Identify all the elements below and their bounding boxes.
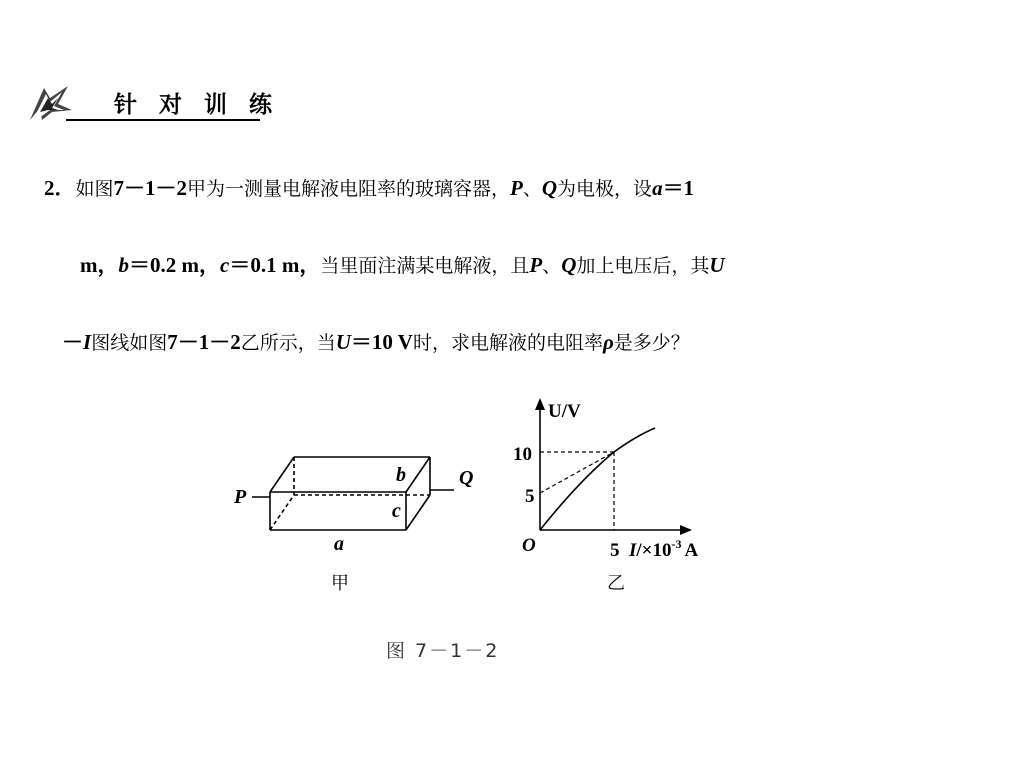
dash: － bbox=[62, 330, 83, 354]
section-title: 针 对 训 练 bbox=[114, 92, 280, 118]
label-c: c bbox=[392, 500, 401, 522]
q-text: 时，求电解液的电阻率 bbox=[412, 332, 603, 354]
ytick-10: 10 bbox=[513, 444, 532, 465]
var-Q: Q bbox=[541, 176, 558, 200]
var-I: I bbox=[83, 330, 92, 354]
var-P: P bbox=[510, 176, 523, 200]
y-axis-label: U/V bbox=[548, 401, 581, 422]
ui-curve bbox=[540, 428, 655, 530]
q-text: 当里面注满某电解液，且 bbox=[320, 255, 530, 277]
figure-ref: 7－1－2 bbox=[167, 330, 241, 354]
q-text: 为电极，设 bbox=[557, 178, 653, 200]
label-b: b bbox=[396, 464, 406, 486]
q-text: 如图 bbox=[75, 178, 114, 200]
xtick-5: 5 bbox=[610, 540, 620, 561]
box-hidden-edge bbox=[270, 495, 294, 530]
value-U: ＝10 V bbox=[350, 330, 413, 354]
value-a: ＝1 bbox=[662, 176, 695, 200]
value-c: ＝0.1 m， bbox=[229, 253, 321, 277]
q-text: 、 bbox=[522, 178, 542, 200]
var-b: b bbox=[118, 253, 129, 277]
var-c: c bbox=[220, 253, 230, 277]
label-Q: Q bbox=[459, 467, 474, 489]
container-diagram bbox=[252, 457, 454, 530]
q-text: 加上电压后，其 bbox=[576, 255, 710, 277]
q-text: 是多少？ bbox=[613, 332, 690, 354]
var-Q: Q bbox=[561, 253, 577, 277]
caption-yi: 乙 bbox=[607, 573, 625, 594]
box-edge-br bbox=[406, 495, 430, 530]
unit-m: m， bbox=[80, 253, 119, 277]
caption-jia: 甲 bbox=[331, 573, 349, 594]
q-text: 乙所示，当 bbox=[240, 332, 336, 354]
var-U: U bbox=[709, 253, 725, 277]
figure-ref: 7－1－2 bbox=[113, 176, 188, 200]
figure-caption: 图 7－1－2 bbox=[386, 640, 500, 662]
box-edge-tr bbox=[406, 457, 430, 492]
q-text: 、 bbox=[542, 255, 562, 277]
value-b: ＝0.2 m， bbox=[129, 253, 220, 277]
box-edge-tl bbox=[270, 457, 294, 492]
var-a: a bbox=[652, 176, 663, 200]
label-P: P bbox=[234, 486, 247, 508]
ytick-5: 5 bbox=[525, 486, 535, 507]
var-P: P bbox=[529, 253, 543, 277]
x-axis-label: $I/\times 10^{-3}$ A bbox=[629, 537, 699, 561]
q-text: 甲为一测量电解液电阻率的玻璃容器， bbox=[187, 178, 511, 200]
label-a: a bbox=[334, 533, 344, 555]
question-number: 2． bbox=[44, 176, 76, 200]
var-rho: ρ bbox=[602, 330, 614, 354]
var-U: U bbox=[335, 330, 351, 354]
origin-label: O bbox=[522, 535, 536, 556]
q-text: 图线如图 bbox=[91, 332, 168, 354]
